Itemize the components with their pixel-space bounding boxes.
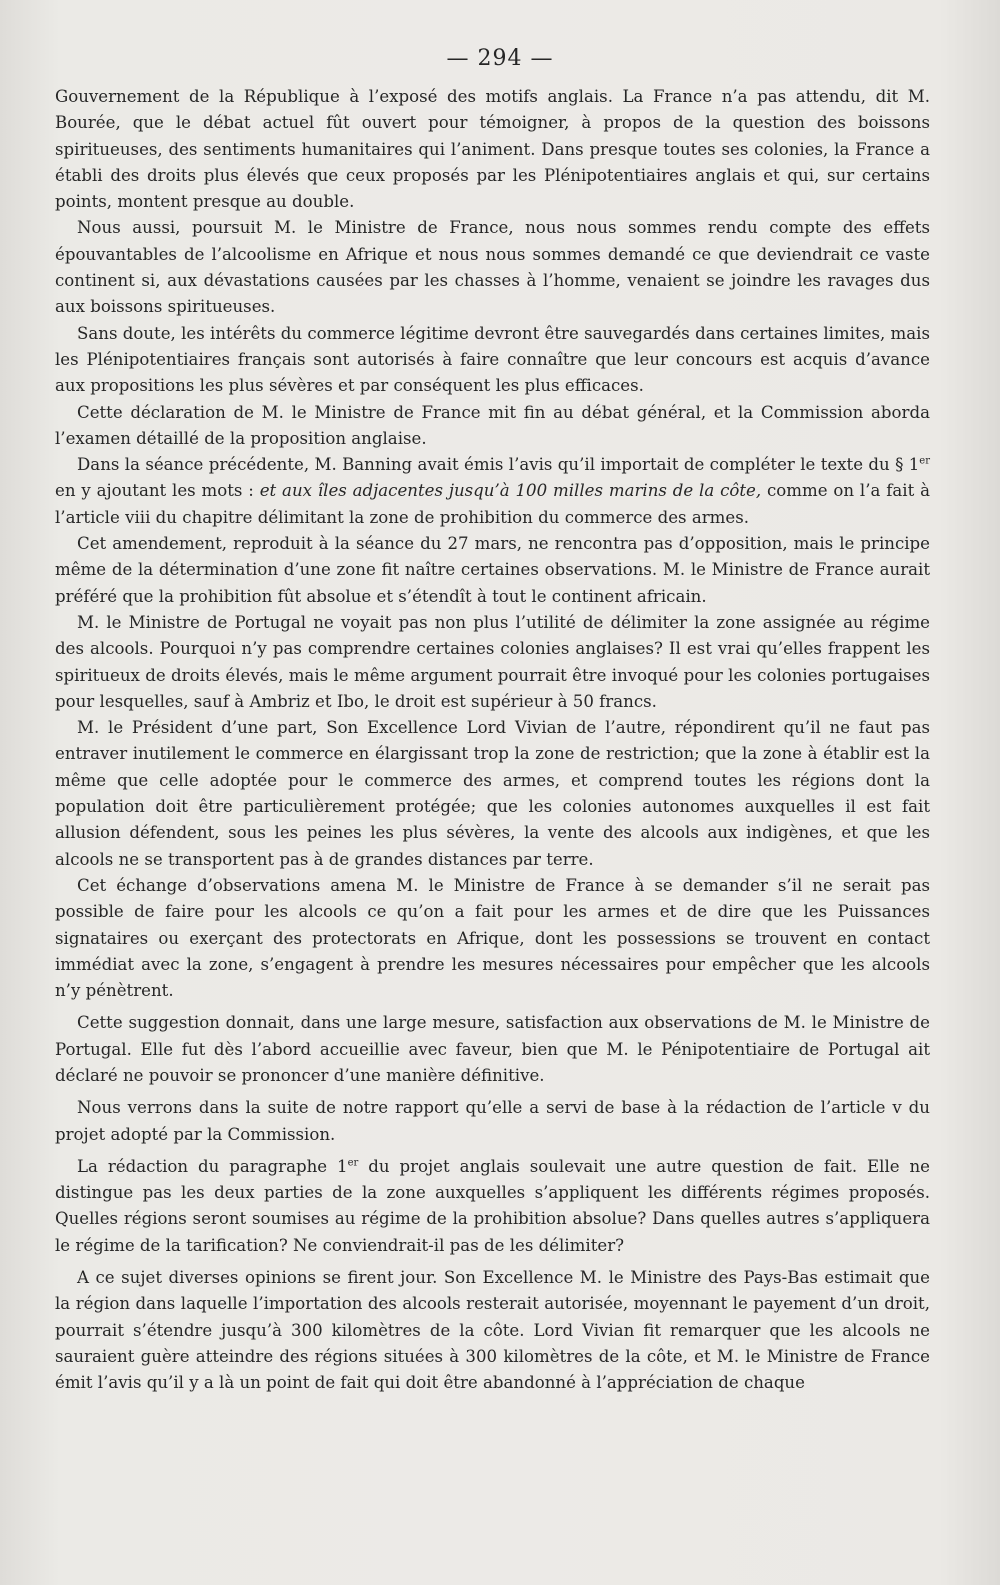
paragraph-12-sup: er [347,1157,359,1169]
paragraph-11: Nous verrons dans la suite de notre rapport qu’elle a servi de base à la rédaction de l’article v du projet adopté par la Commission. [55,1098,930,1144]
paragraph-12-pre: La rédaction du paragraphe 1 [77,1156,348,1176]
paragraph-1: Gouvernement de la République à l’exposé des motifs anglais. La France n’a pas attendu, dit M. Bourée, que le débat actuel fût ouvert pour témoigner, à propos de la question des boissons spiritueuses, des sentiments humanitaires qui l’animent. Dans presque toutes ses colonies, la France a établi des droits plus élevés que ceux proposés par les Plénipotentiaires anglais et qui, sur certains points, montent presque au double. [55,87,930,212]
paragraph-5-post: comme on l’a fait à l’article viii du chapitre délimitant la zone de prohibition du commerce des armes. [55,481,930,527]
paragraph-3: Sans doute, les intérêts du commerce légitime devront être sauvegardés dans certaines limites, mais les Plénipotentiaires français sont autorisés à faire connaître que leur concours est acquis d’avance aux propositions les plus sévères et par conséquent les plus efficaces. [55,323,930,396]
paragraph-5-mid: en y ajoutant les mots : [55,481,260,501]
paragraph-4: Cette déclaration de M. le Ministre de France mit fin au débat général, et la Commission aborda l’examen détaillé de la proposition anglaise. [55,402,930,448]
paragraph-6: Cet amendement, reproduit à la séance du 27 mars, ne rencontra pas d’opposition, mais le principe même de la détermination d’une zone fit naître certaines observations. M. le Ministre de France aurait préféré que la prohibition fût absolue et s’étendît à tout le continent africain. [55,534,930,606]
page-number: — 294 — [446,46,554,71]
body-text [55,84,930,1397]
paragraph-5-pre: Dans la séance précédente, M. Banning avait émis l’avis qu’il importait de compléter le texte du § 1 [77,455,920,475]
paragraph-12-post: du projet anglais soulevait une autre question de fait. Elle ne distingue pas les deux parties de la zone auxquelles s’appliquent les différents régimes proposés. Quelles régions seront soumises au régime de la prohibition absolue? Dans quelles autres s’appliquera le régime de la tarification? Ne conviendrait-il pas de les délimiter? [55,1156,931,1255]
paragraph-12 [55,1154,930,1259]
paragraph-8: M. le Président d’une part, Son Excellence Lord Vivian de l’autre, répondirent qu’il ne faut pas entraver inutilement le commerce en élargissant trop la zone de restriction; que la zone à établir est la même que celle adoptée pour le commerce des armes, et comprend toutes les régions dont la population doit être particulièrement protégée; que les colonies autonomes auxquelles il est fait allusion défendent, sous les peines les plus sévères, la vente des alcools aux indigènes, et que les alcools ne se transportent pas à de grandes distances par terre. [55,718,930,869]
paragraph-10: Cette suggestion donnait, dans une large mesure, satisfaction aux observations de M. le Ministre de Portugal. Elle fut dès l’abord accueillie avec faveur, bien que M. le Pénipotentiaire de Portugal ait déclaré ne pouvoir se prononcer d’une manière définitive. [55,1013,930,1085]
paragraph-5 [55,452,930,531]
paragraph-13: A ce sujet diverses opinions se firent jour. Son Excellence M. le Ministre des Pays-Bas estimait que la région dans laquelle l’importation des alcools resterait autorisée, moyennant le payement d’un droit, pourrait s’étendre jusqu’à 300 kilomètres de la côte. Lord Vivian fit remarquer que les alcools ne sauraient guère atteindre des régions situées à 300 kilomètres de la côte, et M. le Ministre de France émit l’avis qu’il y a là un point de fait qui doit être abandonné à l’appréciation de chaque [55,1268,930,1393]
paragraph-7: M. le Ministre de Portugal ne voyait pas non plus l’utilité de délimiter la zone assignée au régime des alcools. Pourquoi n’y pas comprendre certaines colonies anglaises? Il est vrai qu’elles frappent les spiritueux de droits élevés, mais le même argument pourrait être invoqué pour les colonies portugaises pour lesquelles, sauf à Ambriz et Ibo, le droit est supérieur à 50 francs. [55,612,930,711]
paragraph-9: Cet échange d’observations amena M. le Ministre de France à se demander s’il ne serait pas possible de faire pour les alcools ce qu’on a fait pour les armes et de dire que les Puissances signataires ou exerçant des protectorats en Afrique, dont les possessions se trouvent en contact immédiat avec la zone, s’engagent à prendre les mesures nécessaires pour empêcher que les alcools n’y pénètrent. [55,875,930,1001]
paragraph-2: Nous aussi, poursuit M. le Ministre de France, nous nous sommes rendu compte des effets épouvantables de l’alcoolisme en Afrique et nous nous sommes demandé ce que deviendrait ce vaste continent si, aux dévastations causées par les chasses à l’homme, venaient se joindre les ravages dus aux boissons spiritueuses. [55,218,930,317]
paragraph-5-italic: et aux îles adjacentes jusqu’à 100 milles marins de la côte, [259,481,762,501]
paragraph-5-sup: er [919,455,930,467]
